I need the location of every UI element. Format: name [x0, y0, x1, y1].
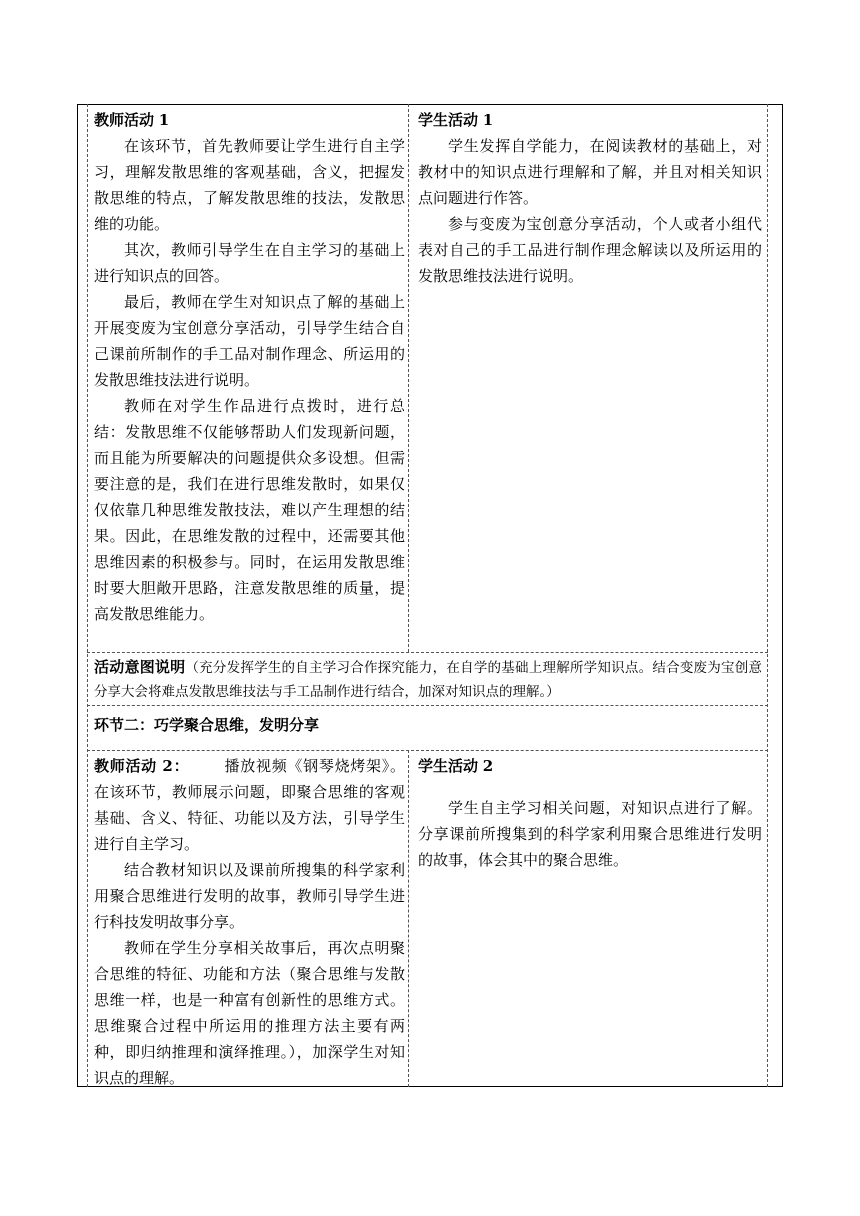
- student-activity-1-number: 1: [482, 111, 494, 129]
- teacher-activity-2-intro: 播放视频《钢琴烧烤架》。在该环节，教师展示问题，即聚合思维的客观基础、含义、特征、功能以及方法，引导学生进行自主学习。: [94, 757, 405, 853]
- student-activity-1-heading: [418, 107, 762, 133]
- student-activity-1-title: 学生活动: [418, 111, 479, 129]
- teacher-activity-2-first-paragraph: [94, 753, 405, 857]
- student-activity-2-cell: [418, 753, 762, 873]
- teacher-activity-1-number: 1: [158, 111, 170, 129]
- row-divider-2: [87, 705, 768, 706]
- student-activity-2-title: 学生活动: [418, 757, 479, 775]
- teacher-activity-2-number: 2: [162, 757, 173, 775]
- section-2-title: 环节二：巧学聚合思维，发明分享: [94, 716, 320, 734]
- row-divider-3: [87, 750, 768, 751]
- teacher-activity-2-cell: [94, 753, 405, 1091]
- teacher-activity-2-colon: ：: [172, 757, 190, 775]
- activity-intent-text: （充分发挥学生的自主学习合作探究能力，在自学的基础上理解所学知识点。结合变废为宝创意分享大会将难点发散思维技法与手工品制作进行结合，加深对知识点的理解。）: [94, 660, 762, 700]
- student-activity-1-cell: [418, 107, 762, 289]
- teacher-activity-1-paragraph: 其次，教师引导学生在自主学习的基础上进行知识点的回答。: [94, 241, 405, 285]
- section-2-heading-cell: [94, 712, 762, 738]
- teacher-activity-2-paragraph: 结合教材知识以及课前所搜集的科学家利用聚合思维进行发明的故事，教师引导学生进行科技发明故事分享。: [94, 861, 405, 931]
- column-divider-2: [408, 750, 409, 1087]
- student-activity-1-paragraph: 学生发挥自学能力，在阅读教材的基础上，对教材中的知识点进行理解和了解，并且对相关知识点问题进行作答。: [418, 137, 762, 207]
- activity-intent-cell: [94, 655, 762, 704]
- activity-intent-title: 活动意图说明: [94, 658, 186, 676]
- teacher-activity-1-paragraph: 最后，教师在学生对知识点了解的基础上开展变废为宝创意分享活动，引导学生结合自己课前所制作的手工品对制作理念、所运用的发散思维技法进行说明。: [94, 293, 405, 389]
- teacher-activity-2-title: 教师活动: [94, 757, 157, 775]
- student-activity-2-paragraph: 学生自主学习相关问题，对知识点进行了解。分享课前所搜集到的科学家利用聚合思维进行发明的故事，体会其中的聚合思维。: [418, 799, 762, 869]
- student-activity-2-heading: [418, 753, 762, 779]
- teacher-activity-2-paragraph: 教师在学生分享相关故事后，再次点明聚合思维的特征、功能和方法（聚合思维与发散思维一样，也是一种富有创新性的思维方式。思维聚合过程中所运用的推理方法主要有两种，即归纳推理和演绎推理。），加深学生对知识点的理解。: [94, 939, 405, 1087]
- student-activity-2-number: 2: [482, 757, 494, 775]
- teacher-activity-1-heading: [94, 107, 405, 133]
- teacher-activity-1-paragraph: 教师在对学生作品进行点拨时，进行总结：发散思维不仅能够帮助人们发现新问题，而且能为所要解决的问题提供众多设想。但需要注意的是，我们在进行思维发散时，如果仅仅依靠几种思维发散技法，难以产生理想的结果。因此，在思维发散的过程中，还需要其他思维因素的积极参与。同时，在运用发散思维时要大胆敞开思路，注意发散思维的质量，提高发散思维能力。: [94, 397, 405, 623]
- teacher-activity-1-cell: [94, 107, 405, 627]
- student-activity-1-paragraph: 参与变废为宝创意分享活动，个人或者小组代表对自己的手工品进行制作理念解读以及所运用的发散思维技法进行说明。: [418, 215, 762, 285]
- teacher-activity-1-paragraph: 在该环节，首先教师要让学生进行自主学习，理解发散思维的客观基础，含义，把握发散思维的特点，了解发散思维的技法，发散思维的功能。: [94, 137, 405, 233]
- teacher-activity-1-title: 教师活动: [94, 111, 155, 129]
- row-divider-1: [87, 652, 768, 653]
- column-divider-1: [408, 104, 409, 652]
